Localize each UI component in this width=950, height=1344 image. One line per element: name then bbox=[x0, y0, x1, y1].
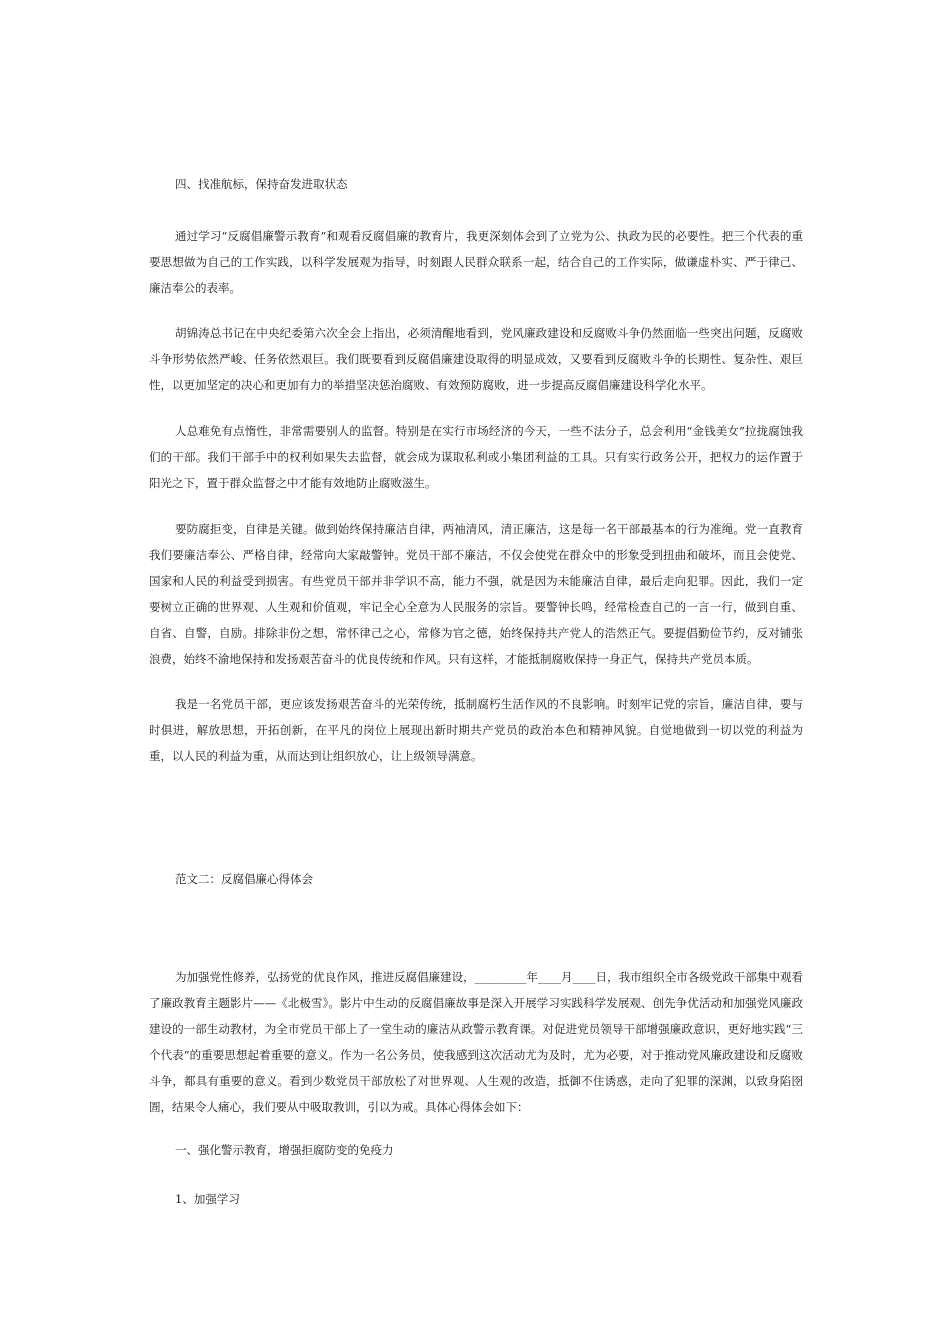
section-4-heading: 四、找准航标，保持奋发进取状态 bbox=[175, 177, 348, 191]
essay-2-title: 范文二：反腐倡廉心得体会 bbox=[175, 872, 313, 886]
paragraph-5: 我是一名党员干部，更应该发扬艰苦奋斗的光荣传统，抵制腐朽生活作风的不良影响。时刻牢记党的宗旨，廉洁自律，要与时俱进，解放思想，开拓创新，在平凡的岗位上展现出新时期共产党员的政治本色和精神风貌。自觉地做到一切以党的利益为重，以人民的利益为重，从而达到让组织放心，让上级领导满意。 bbox=[149, 697, 803, 763]
paragraph-1: 通过学习“反腐倡廉警示教育”和观看反腐倡廉的教育片，我更深刻体会到了立党为公、执政为民的必要性。把三个代表的重要思想做为自己的工作实践，以科学发展观为指导，时刻跟人民群众联系一起，结合自己的工作实际，做谦虚朴实、严于律己、廉洁奉公的表率。 bbox=[149, 229, 803, 295]
section-1-heading: 一、强化警示教育，增强拒腐防变的免疫力 bbox=[175, 1143, 394, 1157]
paragraph-4: 要防腐拒变，自律是关键。做到始终保持廉洁自律，两袖清风，清正廉洁，这是每一名干部最基本的行为准绳。党一直教育我们要廉洁奉公、严格自律，经常向大家敲警钟。党员干部不廉洁，不仅会使党在群众中的形象受到扭曲和破坏，而且会使党、国家和人民的利益受到损害。有些党员干部并非学识不高，能力不强，就是因为未能廉洁自律，最后走向犯罪。因此，我们一定要树立正确的世界观、人生观和价值观，牢记全心全意为人民服务的宗旨。要警钟长鸣，经常检查自己的一言一行，做到自重、自省、自警，自励。排除非份之想，常怀律己之心，常修为官之德，始终保持共产党人的浩然正气。要提倡勤俭节约，反对铺张浪费，始终不渝地保持和发扬艰苦奋斗的优良传统和作风。只有这样，才能抵制腐败保持一身正气，保持共产党员本质。 bbox=[149, 522, 803, 666]
paragraph-2: 胡锦涛总书记在中央纪委第六次全会上指出，必须清醒地看到，党风廉政建设和反腐败斗争仍然面临一些突出问题，反腐败斗争形势依然严峻、任务依然艰巨。我们既要看到反腐倡廉建设取得的明显成效，又要看到反腐败斗争的长期性、复杂性、艰巨性，以更加坚定的决心和更加有力的举措坚决惩治腐败、有效预防腐败，进一步提高反腐倡廉建设科学化水平。 bbox=[149, 326, 803, 392]
paragraph-3: 人总难免有点惰性，非常需要别人的监督。特别是在实行市场经济的今天，一些不法分子，总会利用“金钱美女”拉拢腐蚀我们的干部。我们干部手中的权利如果失去监督，就会成为谋取私利或小集团利益的工具。只有实行政务公开，把权力的运作置于阳光之下，置于群众监督之中才能有效地防止腐败滋生。 bbox=[149, 424, 803, 490]
essay-2-intro: 为加强党性修养，弘扬党的优良作风，推进反腐倡廉建设，_________年____月____日，我市组织全市各级党政干部集中观看了廉政教育主题影片——《北极雪》。影片中生动的反腐倡廉故事是深入开展学习实践科学发展观、创先争优活动和加强党风廉政建设的一部生动教材，为全市党员干部上了一堂生动的廉洁从政警示教育课。对促进党员领导干部增强廉政意识，更好地实践“三个代表”的重要思想起着重要的意义。作为一名公务员，使我感到这次活动尤为及时，尤为必要，对于推动党风廉政建设和反腐败斗争，都具有重要的意义。看到少数党员干部放松了对世界观、人生观的改造，抵御不住诱惑，走向了犯罪的深渊，以致身陷囹圄，结果令人痛心，我们要从中吸取教训，引以为戒。具体心得体会如下： bbox=[149, 970, 803, 1114]
subsection-1-heading: 1、加强学习 bbox=[175, 1192, 240, 1206]
